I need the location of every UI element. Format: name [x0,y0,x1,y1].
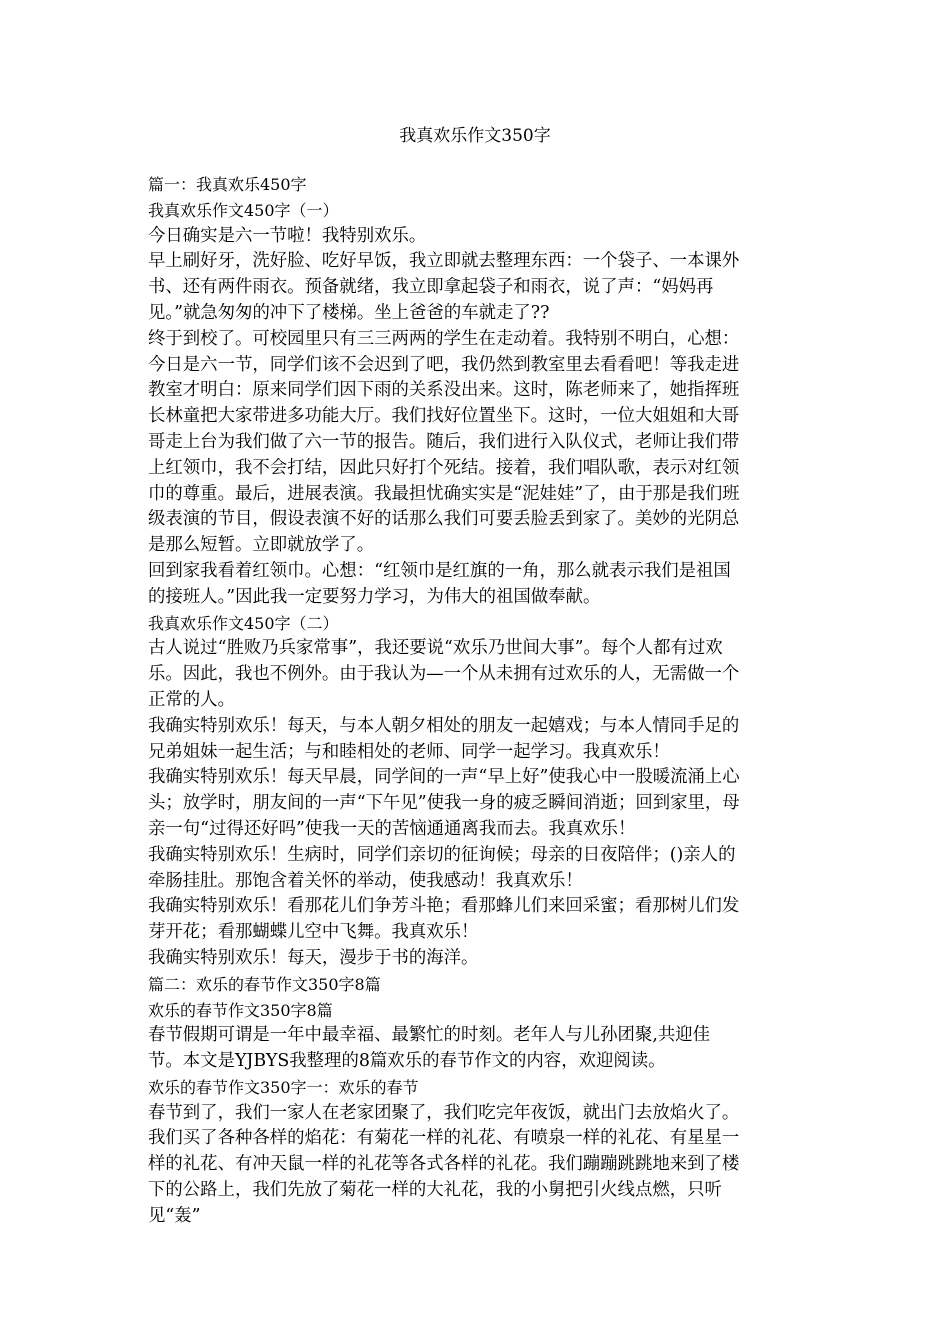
text-line: 回到家我看着红领巾。心想：“红领巾是红旗的一角，那么就表示我们是祖国 [148,560,731,581]
text-line: 我真欢乐作文450字（一） [148,200,339,220]
text-line: 的接班人。”因此我一定要努力学习，为伟大的祖国做奉献。 [148,586,601,607]
text-line: 乐。因此，我也不例外。由于我认为—一个从未拥有过欢乐的人，无需做一个 [148,664,740,685]
text-line: 级表演的节目，假设表演不好的话那么我们可要丢脸丢到家了。美妙的光阴总 [148,509,740,530]
text-line: 我确实特别欢乐！每天早晨，同学间的一声“早上好”使我心中一股暖流涌上心 [148,767,740,788]
text-line: 篇一：我真欢乐450字 [148,175,307,194]
text-line: 我确实特别欢乐！看那花儿们争芳斗艳；看那蜂儿们来回采蜜；看那树儿们发 [148,896,740,917]
text-line: 上红领巾，我不会打结，因此只好打个死结。接着，我们唱队歌，表示对红领 [148,457,740,478]
document-title: 我真欢乐作文350字 [399,126,551,146]
text-line: 见。”就急匆匆的冲下了楼梯。坐上爸爸的车就走了?? [148,302,550,323]
text-line: 春节到了，我们一家人在老家团聚了，我们吃完年夜饭，就出门去放焰火了。 [148,1102,740,1123]
text-line: 是那么短暂。立即就放学了。 [148,535,375,556]
text-line: 终于到校了。可校园里只有三三两两的学生在走动着。我特别不明白，心想： [148,328,740,349]
text-line: 春节假期可谓是一年中最幸福、最繁忙的时刻。老年人与儿孙团聚,共迎佳 [148,1025,711,1046]
text-line: 我确实特别欢乐！每天，漫步于书的海洋。 [148,947,479,968]
text-line: 今日确实是六一节啦！我特别欢乐。 [148,225,427,246]
text-line: 古人说过“胜败乃兵家常事”，我还要说“欢乐乃世间大事”。每个人都有过欢 [148,638,723,659]
text-line: 牵肠挂肚。那饱含着关怀的举动，使我感动！我真欢乐！ [148,870,583,891]
text-line: 我确实特别欢乐！生病时，同学们亲切的征询候；母亲的日夜陪伴；()亲人的 [148,844,736,865]
text-line: 芽开花；看那蝴蝶儿空中飞舞。我真欢乐！ [148,922,479,943]
text-line: 书、还有两件雨衣。预备就绪，我立即拿起袋子和雨衣，说了声：“妈妈再 [148,277,714,298]
text-line: 长林童把大家带进多功能大厅。我们找好位置坐下。这时，一位大姐姐和大哥 [148,406,740,427]
text-line: 巾的尊重。最后，进展表演。我最担忧确实实是“泥娃娃”了，由于那是我们班 [148,483,740,504]
text-line: 哥走上台为我们做了六一节的报告。随后，我们进行入队仪式，老师让我们带 [148,431,740,452]
text-line: 节。本文是YJBYS我整理的8篇欢乐的春节作文的内容，欢迎阅读。 [148,1051,666,1072]
text-line: 我确实特别欢乐！每天，与本人朝夕相处的朋友一起嬉戏；与本人情同手足的 [148,715,740,736]
text-line: 早上刷好牙，洗好脸、吃好早饭，我立即就去整理东西：一个袋子、一本课外 [148,251,740,272]
document-body [148,172,804,1230]
text-line: 教室才明白：原来同学们因下雨的关系没出来。这时，陈老师来了，她指挥班 [148,380,740,401]
text-line: 正常的人。 [148,689,235,710]
text-line: 欢乐的春节作文350字8篇 [148,1000,333,1020]
text-line: 亲一句“过得还好吗”使我一天的苦恼通通离我而去。我真欢乐！ [148,818,636,839]
text-line: 我们买了各种各样的焰花：有菊花一样的礼花、有喷泉一样的礼花、有星星一 [148,1128,740,1149]
text-line: 我真欢乐作文450字（二） [148,613,339,633]
text-line: 兄弟姐妹一起生活；与和睦相处的老师、同学一起学习。我真欢乐！ [148,741,670,762]
text-line: 今日是六一节，同学们该不会迟到了吧，我仍然到教室里去看看吧！等我走进 [148,354,740,375]
text-line: 见“轰” [148,1205,201,1226]
text-line: 样的礼花、有冲天鼠一样的礼花等各式各样的礼花。我们蹦蹦跳跳地来到了楼 [148,1154,740,1175]
text-line: 头；放学时，朋友间的一声“下午见”使我一身的疲乏瞬间消逝；回到家里，母 [148,793,740,814]
text-line: 欢乐的春节作文350字一：欢乐的春节 [148,1077,419,1097]
text-line: 下的公路上，我们先放了菊花一样的大礼花，我的小舅把引火线点燃，只听 [148,1180,722,1201]
text-line: 篇二：欢乐的春节作文350字8篇 [148,974,381,994]
